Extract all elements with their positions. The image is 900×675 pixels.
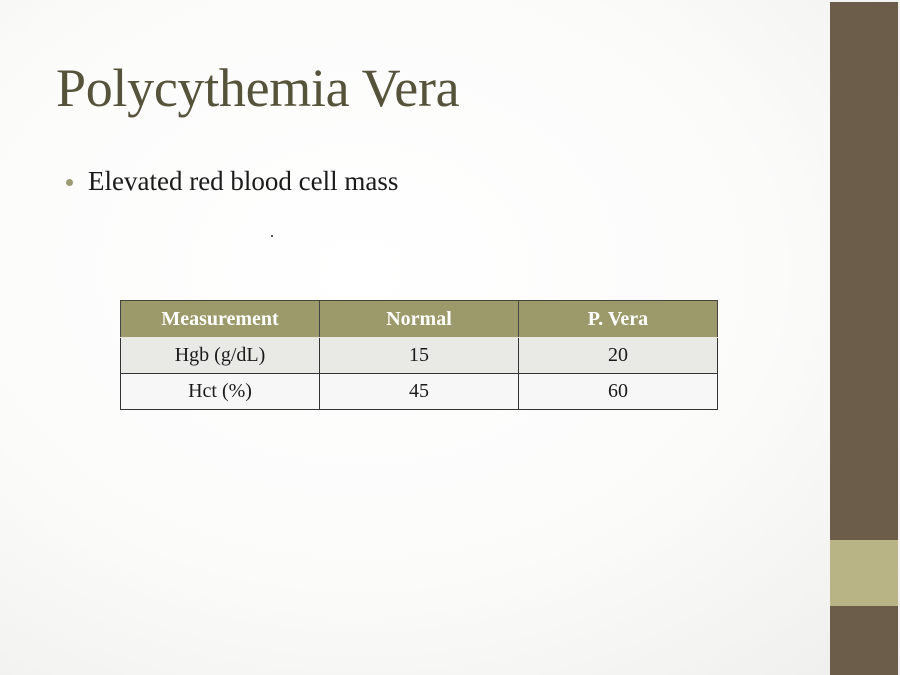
table-row-hgb — [121, 338, 718, 374]
slide-title: Polycythemia Vera — [56, 58, 460, 118]
column-header-p-vera: P. Vera — [519, 301, 718, 338]
bullet-item — [66, 166, 398, 197]
side-bar-accent — [830, 540, 898, 606]
table-header-row — [121, 301, 718, 338]
table-cell-measurement: Hgb (g/dL) — [121, 338, 320, 374]
table-cell-normal: 45 — [320, 374, 519, 410]
measurement-table — [120, 300, 718, 410]
bullet-text: Elevated red blood cell mass — [88, 166, 399, 196]
column-header-normal: Normal — [320, 301, 519, 338]
table-cell-normal: 15 — [320, 338, 519, 374]
table-cell-p-vera: 60 — [519, 374, 718, 410]
table-cell-p-vera: 20 — [519, 338, 718, 374]
stray-dot — [271, 235, 273, 237]
column-header-measurement: Measurement — [121, 301, 320, 338]
bullet-dot-icon — [66, 179, 73, 186]
table-cell-measurement: Hct (%) — [121, 374, 320, 410]
table-row-hct — [121, 374, 718, 410]
